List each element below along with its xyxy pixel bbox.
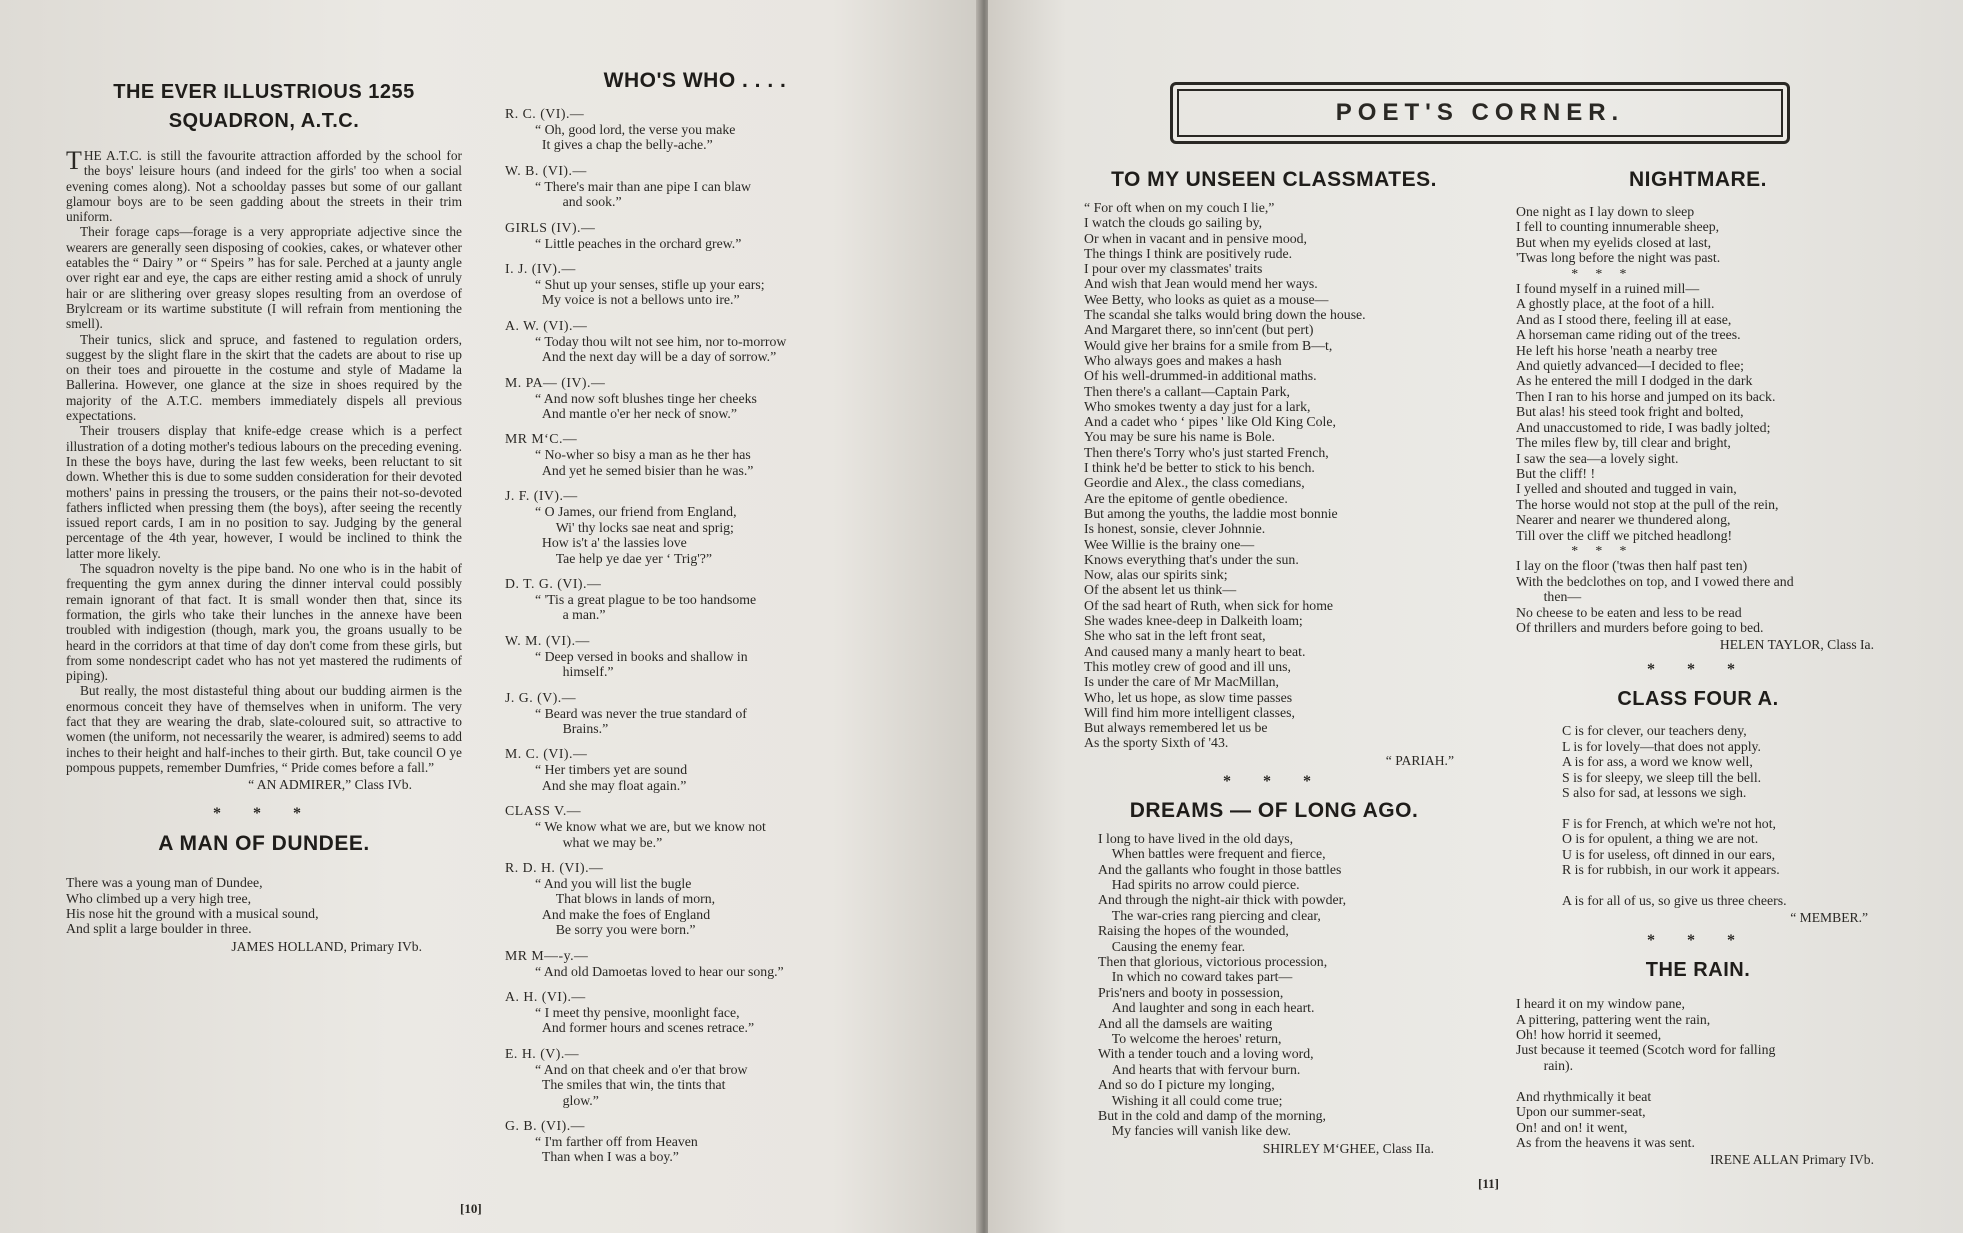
section-divider-stars: * * *	[1223, 772, 1325, 790]
classmates-verse: “ For oft when on my couch I lie,” I watch the clouds go sailing by, Or when in vacant and in pensive mood, The things I think are positively rude. I pour over my classmates' traits And wish that Jean would mend her ways. Wee Betty, who looks as quiet as a mouse— The scandal she talks would bring down the house. And Margaret there, so inn'cent (but pert) Would give her brains for a smile from B—t, Who always goes and makes a hash Of his well-drummed-in additional maths. Then there's a callant—Captain Park, Who smokes twenty a day just for a lark, And a cadet who ‘ pipes ' like Old King Cole, You may be sure his name is Bole. Then there's Torry who's just started French, I think he'd be better to stick to his bench. Geordie and Alex., the class comedians, Are the epitome of gentle obedience. But among the youths, the laddie most bonnie Is honest, sonsie, clever Johnnie. Wee Willie is the brainy one— Knows everything that's under the sun. Now, alas our spirits sink; Of the absent let us think— Of the sad heart of Ruth, when sick for home She wades knee-deep in Dalkeith loam; She who sat in the left front seat, And caused many a manly heart to beat. This motley crew of good and ill uns, Is under the care of Mr MacMillan, Who, let us hope, as slow time passes Will find him more intelligent classes, But always remembered let us be As the sporty Sixth of '43.	[1084, 200, 1366, 751]
page-number: [10]	[460, 1201, 482, 1216]
whos-who-initials: MR M‘C.—	[505, 431, 578, 447]
whos-who-quote: “ I meet thy pensive, moonlight face, And former hours and scenes retrace.”	[535, 1005, 755, 1036]
page-number: [11]	[1478, 1176, 1499, 1191]
whos-who-initials: J. F. (IV).—	[505, 488, 578, 504]
whos-who-entry	[505, 318, 885, 365]
whos-who-column	[505, 0, 885, 1175]
whos-who-entry	[505, 375, 885, 422]
classmates-column	[1084, 0, 1464, 1157]
whos-who-quote: “ Deep versed in books and shallow in himself.”	[535, 648, 748, 680]
article-paragraph: THE A.T.C. is still the favourite attraction afforded by the school for the boys' leisure hours (and indeed for the girls' too when a social evening comes along). Not a schoolday passes but some of our gallant glamour boys are to be seen gadding about the streets in their trim uniform.	[66, 146, 462, 225]
whos-who-entry	[505, 633, 885, 680]
section-divider-stars: * * *	[1647, 932, 1749, 950]
whos-who-entry	[505, 690, 885, 737]
rain-verse: I heard it on my window pane, A pittering, pattering went the rain, Oh! how horrid it seemed, Just because it teemed (Scotch word for falling rain). And rhythmically it beat Upon our summer-seat, On! and on! it went, As from the heavens it was sent.	[1516, 996, 1776, 1150]
whos-who-quote: “ Little peaches in the orchard grew.”	[535, 235, 742, 251]
rain-signature: IRENE ALLAN Primary IVb.	[1710, 1152, 1874, 1168]
whos-who-quote: “ No-wher so bisy a man as he ther has And yet he semed bisier than he was.”	[535, 447, 754, 478]
squadron-article	[66, 0, 462, 955]
whos-who-initials: E. H. (V).—	[505, 1045, 580, 1061]
dundee-title: A MAN OF DUNDEE.	[158, 832, 370, 856]
whos-who-initials: I. J. (IV).—	[505, 261, 576, 277]
whos-who-quote: “ Her timbers yet are sound And she may float again.”	[535, 762, 688, 793]
nightmare-title: NIGHTMARE.	[1629, 168, 1767, 191]
whos-who-initials: D. T. G. (VI).—	[505, 575, 602, 591]
whos-who-initials: A. H. (VI).—	[505, 989, 586, 1004]
whos-who-quote: “ And now soft blushes tinge her cheeks And mantle o'er her neck of snow.”	[535, 390, 757, 422]
whos-who-quote: “ Today thou wilt not see him, nor to-morrow And the next day will be a day of sorrow.”	[535, 333, 787, 365]
whos-who-quote: “ We know what we are, but we know not what we may be.”	[535, 819, 766, 850]
article-paragraph: The squadron novelty is the pipe band. No one who is in the habit of frequenting the gym annex during the dinner interval could possibly remain ignorant of that fact. It is small wonder then that, since its formation, the girls who take their lunches in the annexe have been troubled with indigestion (though, mark you, the groans usually to be heard in the corridors at that time of day don't come from these girls, but from some nondescript cadet who has not yet mastered the rudiments of piping).	[66, 561, 462, 684]
dreams-verse: I long to have lived in the old days, When battles were frequent and fierce, And the gallants who fought in those battles Had spirits no arrow could pierce. And through the night-air thick with powder, The war-cries rang piercing and clear, Raising the hopes of the wounded, Causing the enemy fear. Then that glorious, victorious procession, In which no coward takes part— Pris'ners and booty in possession, And laughter and song in each heart. And all the damsels are waiting To welcome the heroes' return, With a tender touch and a loving word, And hearts that with fervour burn. And so do I picture my longing, Wishing it all could come true; But in the cold and damp of the morning, My fancies will vanish like dew.	[1098, 830, 1347, 1139]
class-four-title: CLASS FOUR A.	[1617, 688, 1779, 711]
whos-who-quote: “ And old Damoetas loved to hear our song.”	[535, 963, 784, 979]
whos-who-initials: J. G. (V).—	[505, 689, 577, 705]
dundee-signature: JAMES HOLLAND, Primary IVb.	[231, 938, 422, 954]
whos-who-initials: GIRLS (IV).—	[505, 219, 596, 235]
whos-who-entry	[505, 576, 885, 623]
whos-who-quote: “ Oh, good lord, the verse you make It gives a chap the belly-ache.”	[535, 122, 736, 153]
whos-who-entry	[505, 431, 885, 478]
drop-cap: T	[66, 146, 82, 175]
whos-who-entry	[505, 1046, 885, 1108]
whos-who-initials: G. B. (VI).—	[505, 1118, 585, 1134]
whos-who-initials: MR M—-y.—	[505, 947, 589, 963]
dundee-verse: There was a young man of Dundee, Who climbed up a very high tree, His nose hit the ground with a musical sound, And split a large boulder in three.	[66, 875, 319, 937]
whos-who-quote: “ Shut up your senses, stifle up your ears; My voice is not a bellows unto ire.”	[535, 277, 765, 308]
whos-who-title: WHO'S WHO . . . .	[603, 69, 787, 92]
whos-who-quote: “ 'Tis a great plague to be too handsome a man.”	[535, 591, 757, 623]
whos-who-quote: “ I'm farther off from Heaven Than when I was a boy.”	[535, 1134, 698, 1165]
whos-who-quote: “ And you will list the bugle That blows in lands of morn, And make the foes of England Be sorry you were born.”	[535, 875, 716, 938]
article-title-line2: SQUADRON, A.T.C.	[168, 110, 360, 132]
whos-who-entry	[505, 163, 885, 210]
right-page	[988, 0, 1963, 1233]
whos-who-quote: “ Beard was never the true standard of Brains.”	[535, 705, 747, 736]
whos-who-entry	[505, 860, 885, 938]
whos-who-quote: “ And on that cheek and o'er that brow The smiles that win, the tints that glow.”	[535, 1061, 748, 1108]
whos-who-initials: A. W. (VI).—	[505, 317, 588, 333]
nightmare-signature: HELEN TAYLOR, Class Ia.	[1719, 637, 1874, 653]
whos-who-entry	[505, 220, 885, 251]
dreams-signature: SHIRLEY M‘GHEE, Class IIa.	[1262, 1140, 1434, 1156]
nightmare-column	[1508, 0, 1888, 1168]
whos-who-initials: CLASS V.—	[505, 803, 582, 819]
class-four-verse: C is for clever, our teachers deny, L is for lovely—that does not apply. A is for ass, a word we know well, S is for sleepy, we sleep till the bell. S also for sad, at lessons we sigh. F is for French, at which we're not hot, O is for opulent, a thing we are not. U is for useless, oft dinned in our ears, R is for rubbish, in our work it appears. A is for all of us, so give us three cheers.	[1562, 723, 1787, 908]
whos-who-entry	[505, 106, 885, 153]
whos-who-entry	[505, 746, 885, 793]
class-four-signature: “ MEMBER.”	[1790, 910, 1868, 926]
whos-who-entry	[505, 989, 885, 1036]
section-divider-stars: * * *	[213, 805, 315, 823]
article-paragraph: Their forage caps—forage is a very appropriate adjective since the wearers are generally seen disposing of cookies, cakes, or whatever other eatables the “ Dairy ” or “ Speirs ” has for sale. Perched at a jaunty angle over right ear and eye, the caps are either resting amid a shock of unruly hair or are slithering over greasy slopes resulting from an overdose of Brylcream or its wartime substitute (I will refrain from mentioning the smell).	[66, 224, 462, 332]
whos-who-list	[505, 106, 885, 1165]
whos-who-initials: M. PA— (IV).—	[505, 374, 606, 390]
whos-who-initials: M. C. (VI).—	[505, 746, 588, 762]
article-signature: “ AN ADMIRER,” Class IVb.	[248, 777, 412, 793]
dreams-title: DREAMS — OF LONG AGO.	[1129, 798, 1419, 822]
article-title-line1: THE EVER ILLUSTRIOUS 1255	[113, 81, 415, 103]
whos-who-initials: W. M. (VI).—	[505, 632, 590, 648]
whos-who-initials: W. B. (VI).—	[505, 162, 587, 178]
whos-who-quote: “ O James, our friend from England, Wi' thy locks sae neat and sprig; How is't a' the lassies love Tae help ye dae yer ‘ Trig'?”	[535, 504, 737, 566]
banner-title: POET'S CORNER.	[1335, 99, 1625, 126]
left-page	[0, 0, 980, 1233]
whos-who-entry	[505, 948, 885, 979]
article-paragraph: But really, the most distasteful thing about our budding airmen is the enormous conceit they have of themselves when in uniform. The very fact that they are wearing the drab, slate-coloured suit, so attractive to women (the uniform, not necessarily the wearer, is admired) seems to add inches to their height and half-inches to their girth. But, take council O ye pompous puppets, remember Dumfries, “ Pride comes before a fall.”	[66, 683, 462, 775]
whos-who-entry	[505, 803, 885, 850]
whos-who-initials: R. C. (VI).—	[505, 106, 585, 121]
whos-who-quote: “ There's mair than ane pipe I can blaw and sook.”	[535, 178, 751, 210]
article-paragraph: Their tunics, slick and spruce, and fastened to regulation orders, suggest by the slight flare in the skirt that the cadets are about to rise up on their toes and pirouette in the costume and style of Madame la Ballerina. However, one glance at the size in shoes required by the majority of the A.T.C. members immediately dispels all previous expectations.	[66, 331, 462, 424]
classmates-title: TO MY UNSEEN CLASSMATES.	[1111, 168, 1437, 191]
article-paragraph: Their trousers display that knife-edge crease which is a perfect illustration of a doting mother's tedious labours on the preceding evening. In these the boys have, during the last few weeks, been reluctant to sit down. Whether this is due to some sudden consideration for their devoted mothers' pains in pressing the trousers, or the pains their not-so-devoted fathers inflicted when pressing them (the boys), after seeing the recently issued report cards, I am in no position to say. Judging by the general percentage of the 4th year, however, I would be inclined to think the latter more likely.	[66, 423, 462, 561]
whos-who-entry	[505, 261, 885, 308]
section-divider-stars: * * *	[1647, 661, 1749, 679]
classmates-signature: “ PARIAH.”	[1385, 752, 1454, 768]
whos-who-entry	[505, 1118, 885, 1165]
rain-title: THE RAIN.	[1645, 959, 1751, 982]
nightmare-verse: One night as I lay down to sleep I fell to counting innumerable sheep, But when my eyelids closed at last, 'Twas long before the night was past. * * * I found myself in a ruined mill— A ghostly place, at the foot of a hill. And as I stood there, feeling ill at ease, A horseman came riding out of the trees. He left his horse 'neath a nearby tree And quietly advanced—I decided to flee; As he entered the mill I dodged in the dark Then I ran to his horse and jumped on its back. But alas! his steed took fright and bolted, And unaccustomed to ride, I was badly jolted; The miles flew by, till clear and bright, I saw the sea—a lovely sight. But the cliff! ! I yelled and shouted and tugged in vain, The horse would not stop at the pull of the rein, Nearer and nearer we thundered along, Till over the cliff we pitched headlong! * * * I lay on the floor ('twas then half past ten) With the bedclothes on top, and I vowed there and then— No cheese to be eaten and less to be read Of thrillers and murders before going to bed.	[1516, 204, 1794, 635]
whos-who-entry	[505, 488, 885, 566]
whos-who-initials: R. D. H. (VI).—	[505, 859, 604, 875]
